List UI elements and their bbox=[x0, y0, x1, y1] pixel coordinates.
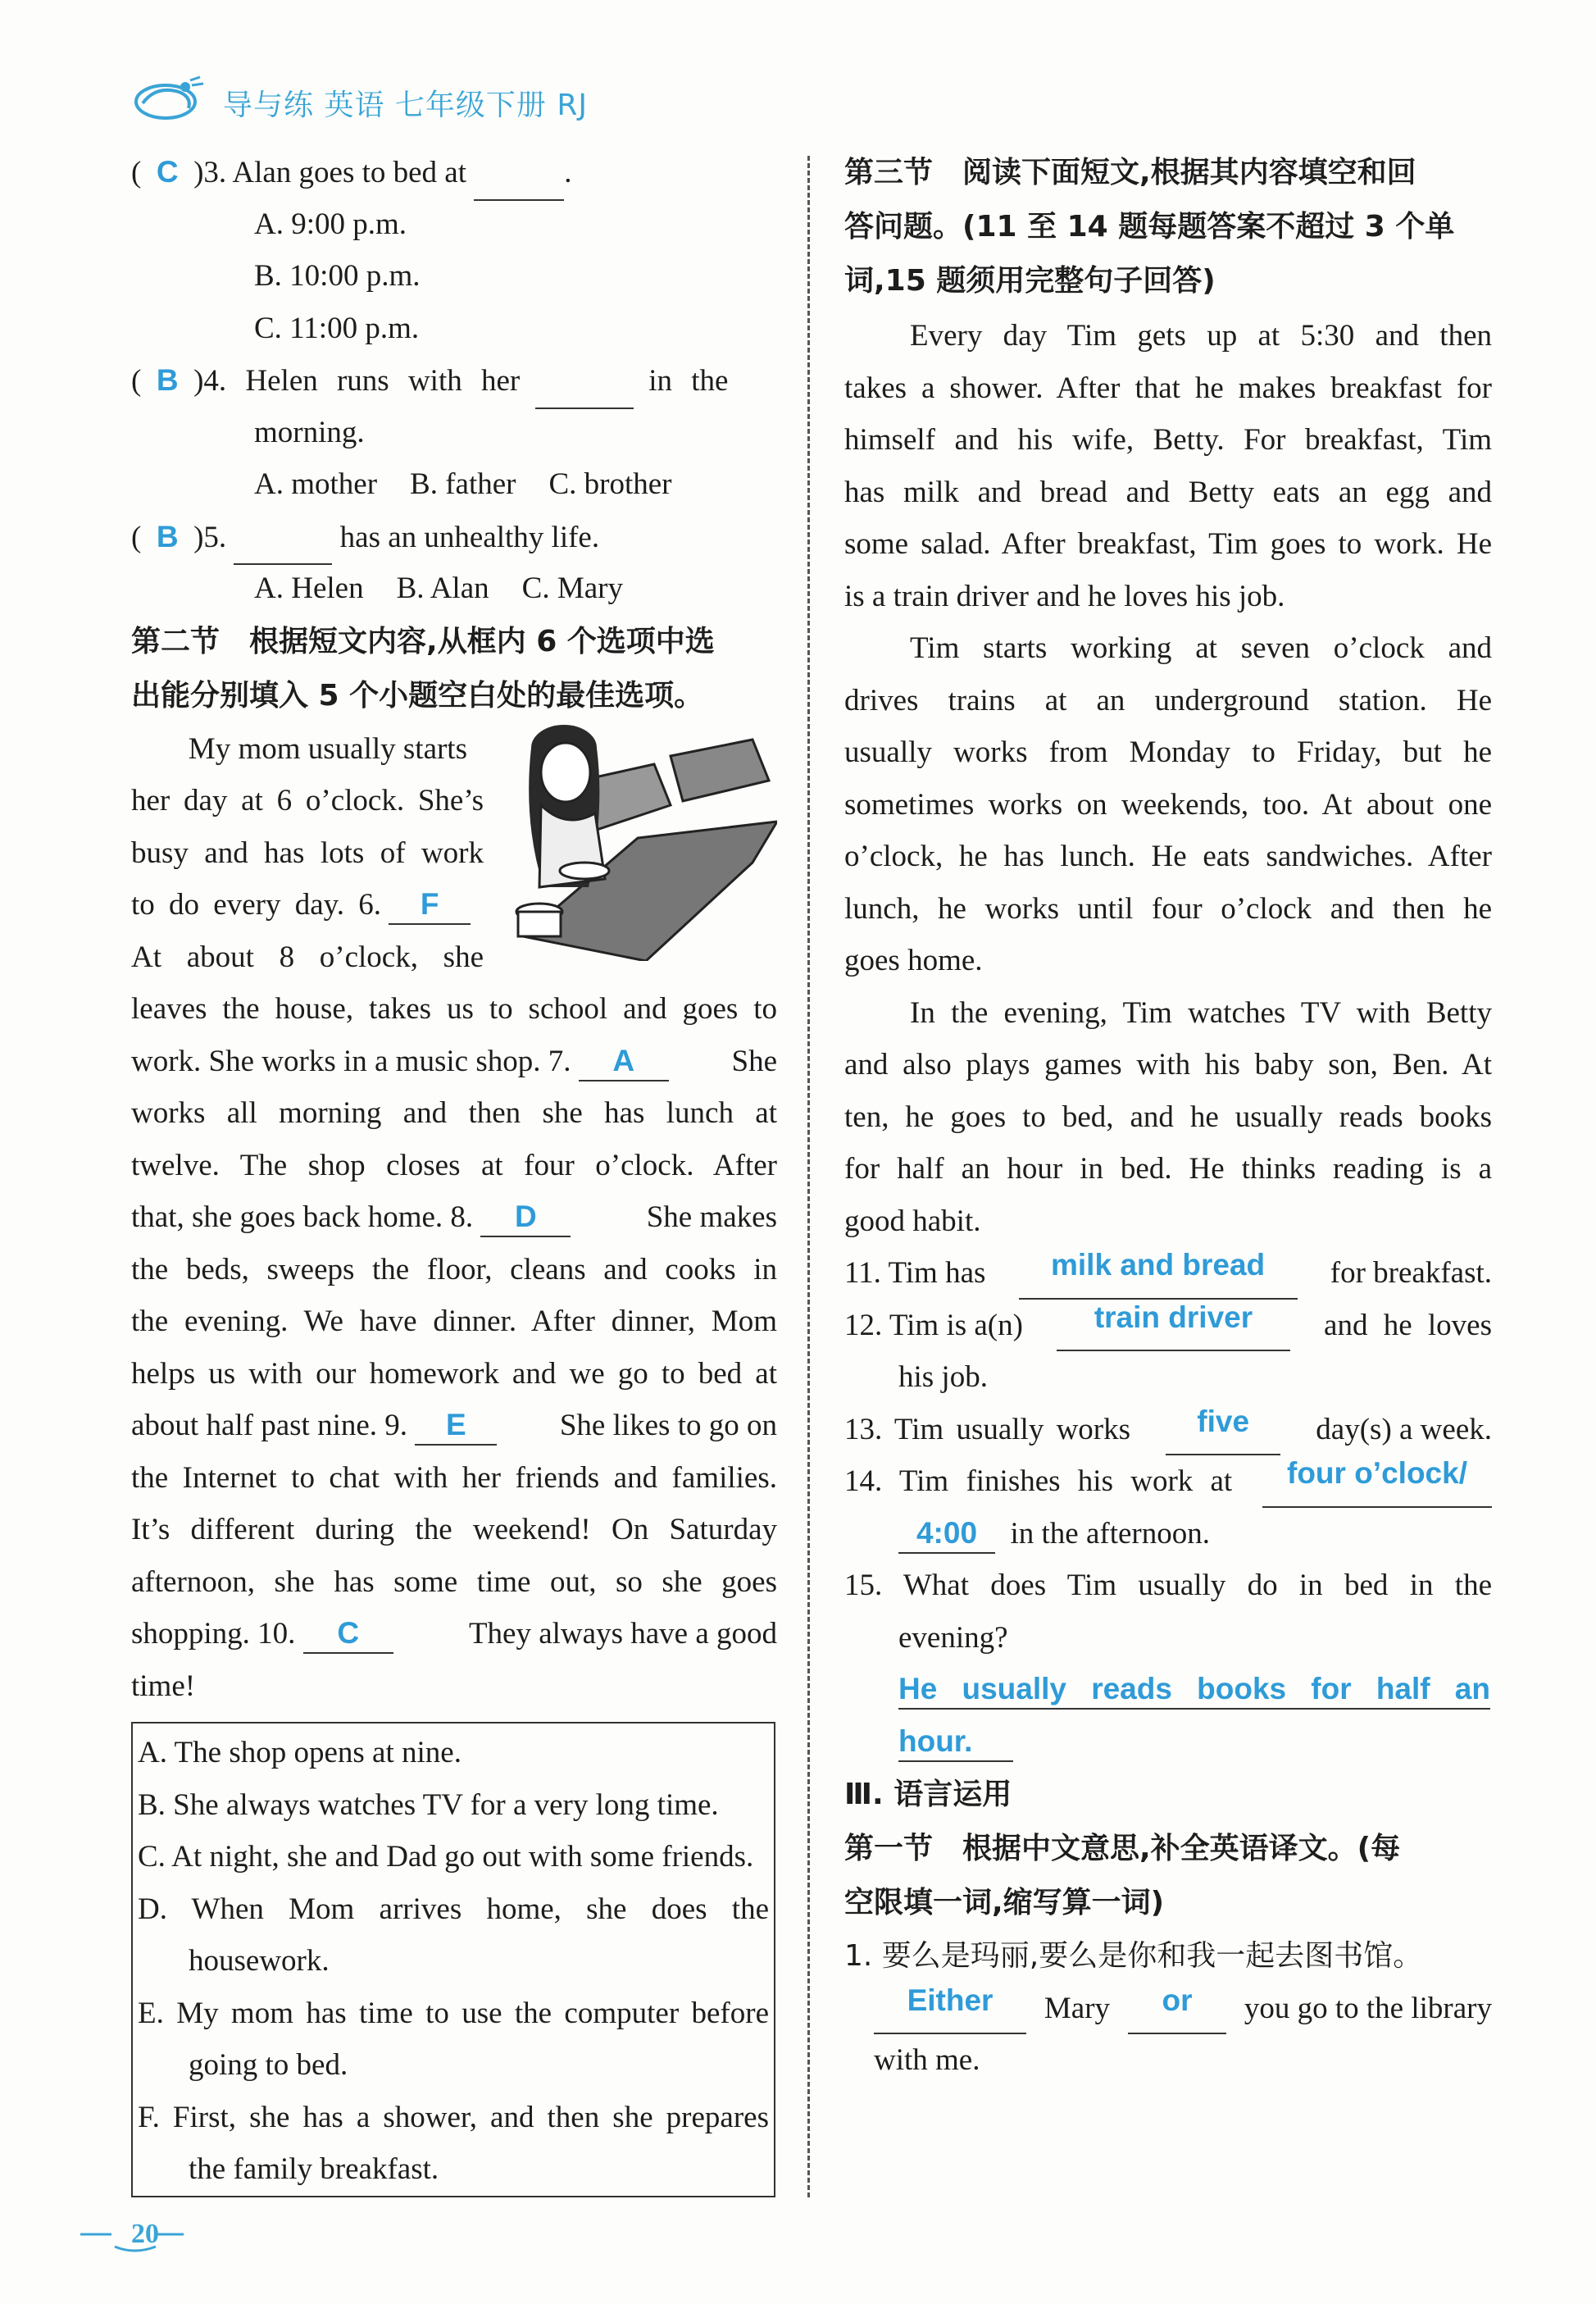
answer-12: train driver bbox=[1094, 1300, 1253, 1334]
answer-3: C bbox=[156, 155, 179, 189]
section-3-heading-line2: 答问题。(11 至 14 题每题答案不超过 3 个单 bbox=[844, 210, 1455, 244]
box-option-e: E. My mom has time to use the computer before bbox=[138, 1996, 769, 2030]
question-12: 12. Tim is a(n) train driver and he loves bbox=[844, 1300, 1492, 1352]
answer-15-line2: hour. bbox=[898, 1723, 973, 1758]
blank-3 bbox=[474, 147, 564, 201]
question-15: 15. What does Tim usually do in bed in the bbox=[844, 1569, 1492, 1602]
answer-e1-2: or bbox=[1162, 1983, 1193, 2017]
option-3c: C. 11:00 p.m. bbox=[254, 311, 420, 345]
box-option-b: B. She always watches TV for a very long time. bbox=[138, 1787, 719, 1822]
page-number: 20 bbox=[131, 2219, 159, 2249]
option-3b: B. 10:00 p.m. bbox=[254, 259, 421, 293]
answer-6: F bbox=[420, 887, 439, 921]
box-option-f: F. First, she has a shower, and then she prepares bbox=[138, 2100, 769, 2134]
options-5: A. Helen B. Alan C. Mary bbox=[254, 571, 623, 605]
option-3a: A. 9:00 p.m. bbox=[254, 207, 407, 241]
question-5: ( B )5. has an unhealthy life. bbox=[131, 511, 777, 563]
answer-10: C bbox=[337, 1616, 360, 1650]
answer-14-part1: four o’clock/ bbox=[1287, 1456, 1467, 1490]
right-column: 第三节 阅读下面短文,根据其内容填空和回 答问题。(11 至 14 题每题答案不超过 3 个单 词,15 题须用完整句子回答) Every day Tim gets up at 5:30 and then takes a shower. After that he makes breakfast for himself and his wife, Betty. For breakfast, Tim has milk and bread and Betty eats an egg and some salad. After breakfast, Tim goes to work. He is a train driver and he loves his job. Tim starts working at seven o’clock and drives trains at an underground station. He usually works from Monday to Friday, but he sometimes works on weekends, too. At about one o’clock, he has lunch. He eats sandwiches. After lunch, he works until four o’clock and then he goes home. In the evening, Tim watches TV with Betty and also plays games with his baby son, Ben. At ten, he goes to bed, and he usually reads books for half an hour in bed. He thinks reading is a good habit. 11. Tim has milk and bread for breakfast. 12. Tim is a(n) train driver and he loves his job. 13. Tim usually works five day(s) a week. 14. Tim finishes his work at four o’clock/ 4:00 in the afternoon. 15. What does Tim usually do in bed in the evening? He usually reads books for half an hour. Ⅲ. 语言运用 第一节 根据中文意思,补全英语译文。(每 空限填一词,缩写算一词) 1. 要么是玛丽,要么是你和我一起去图书馆。 Either Mary or you go to the library with me. bbox=[844, 146, 1492, 2087]
options-4: A. mother B. father C. brother bbox=[254, 467, 672, 501]
question-11: 11. Tim has milk and bread for breakfast. bbox=[844, 1247, 1492, 1300]
box-option-a: A. The shop opens at nine. bbox=[138, 1736, 462, 1769]
exercise-1-chinese: 1. 要么是玛丽,要么是你和我一起去图书馆。 bbox=[844, 1939, 1423, 1973]
answer-7: A bbox=[612, 1043, 635, 1077]
answer-11: milk and bread bbox=[1051, 1248, 1266, 1282]
options-box: A. The shop opens at nine. B. She always watches TV for a very long time. C. At night, she and Dad go out with some friends. D. When Mom arrives home, she does the housework. E. My mom has time to use the computer before going to bed. F. First, she has a shower, and then she prepares the family breakfast. bbox=[131, 1722, 775, 2197]
passage-2: My mom usually starts her day at 6 o’clock. She’s busy and has lots of work to do every day. 6. F At about 8 o’clock, she leaves the house, takes us to school and goes to work. She works in a music shop. 7. A She works all morning and then she has lunch at twelve. The shop closes at four o’clock. After that, she goes back home. 8. D She makes the beds, sweeps the floor, cleans and cooks in the evening. We have dinner. After dinner, Mom helps us with our homework and we go to bed at about half past nine. 9. E She likes to go on the Internet to chat with her friends and families. It’s different during the weekend! On Saturday afternoon, she has some time out, so she goes shopping. 10. C They always have a good time! bbox=[131, 723, 777, 1713]
answer-9: E bbox=[445, 1408, 466, 1441]
section-2-heading-line2: 出能分别填入 5 个小题空白处的最佳选项。 bbox=[131, 678, 704, 713]
box-option-d: D. When Mom arrives home, she does the bbox=[138, 1892, 769, 1926]
question-14: 14. Tim finishes his work at four o’clock/ bbox=[844, 1455, 1492, 1508]
left-column: ( C )3. Alan goes to bed at . A. 9:00 p.m. B. 10:00 p.m. C. 11:00 p.m. ( B )4. Helen runs with her in the morning. A. mother B. father C. brother ( B )5. has an unhealthy life. A. Helen B. Alan C. Mary 第二节 根据短文内容,从框内 6 个选项中选 出能分别填入 5 个小题空白处的最佳选项。 My mom usually starts her day at 6 o’clock. She’s busy and has lots of work to do every day. 6. F At about 8 o’clock, she leaves the house, takes us to school and goes to work. She works in a music shop. 7. A She works all morning and then she has lunch at twelve. The shop closes at four o’clock. After that, she goes back home. 8. D She makes the beds, sweeps the floor, cleans and cooks in the evening. We have dinner. After dinner, Mom helps us with our homework and we go to bed at about half past nine. 9. E She likes to go on the Internet to chat with her friends and families. It’s different during the weekend! On Saturday afternoon, she has some time out, so she goes shopping. 10. C They always have a good time! A. The shop opens at nine. B. She always watches TV for a very long time. C. At night, she and Dad go out with some friends. D. When Mom arrives home, she does the housework. E. My mom has time to use the computer before going to bed. F. First, she has a shower, and then she prepares the family breakfast. bbox=[131, 146, 777, 2197]
box-option-c: C. At night, she and Dad go out with some friends. bbox=[138, 1840, 754, 1874]
question-3: ( C )3. Alan goes to bed at . bbox=[131, 146, 777, 198]
answer-14-part2: 4:00 bbox=[916, 1515, 978, 1550]
blank-4 bbox=[535, 355, 634, 409]
section-1-heading-line2: 空限填一词,缩写算一词) bbox=[844, 1886, 1165, 1919]
section-3-heading-line3: 词,15 题须用完整句子回答) bbox=[844, 264, 1216, 298]
answer-e1-1: Either bbox=[907, 1983, 994, 2017]
answer-4: B bbox=[156, 363, 179, 397]
blank-5 bbox=[234, 512, 332, 566]
exercise-1-english: Either Mary or you go to the library bbox=[844, 1983, 1492, 2035]
header-title: 导与练 英语 七年级下册 RJ bbox=[223, 89, 588, 122]
column-divider bbox=[807, 156, 810, 2197]
passage-3: Every day Tim gets up at 5:30 and then takes a shower. After that he makes breakfast for himself and his wife, Betty. For breakfast, Tim has milk and bread and Betty eats an egg and some salad. After breakfast, Tim goes to work. He is a train driver and he loves his job. Tim starts working at seven o’clock and drives trains at an underground station. He usually works from Monday to Friday, but he sometimes works on weekends, too. At about one o’clock, he has lunch. He eats sandwiches. After lunch, he works until four o’clock and then he goes home. In the evening, Tim watches TV with Betty and also plays games with his baby son, Ben. At ten, he goes to bed, and he usually reads books for half an hour in bed. He thinks reading is a good habit. bbox=[844, 319, 1492, 1238]
answer-15-line1: He usually reads books for half an bbox=[898, 1672, 1490, 1705]
question-13: 13. Tim usually works five day(s) a week. bbox=[844, 1404, 1492, 1456]
section-1-heading-line1: 第一节 根据中文意思,补全英语译文。(每 bbox=[844, 1832, 1401, 1865]
part-3-heading: Ⅲ. 语言运用 bbox=[844, 1778, 1012, 1811]
girl-washing-dishes-illustration bbox=[507, 723, 777, 961]
answer-5: B bbox=[156, 519, 179, 553]
answer-8: D bbox=[515, 1200, 537, 1233]
book-logo-icon bbox=[131, 75, 205, 125]
section-3-heading-line1: 第三节 阅读下面短文,根据其内容填空和回 bbox=[844, 156, 1416, 189]
section-2-heading-line1: 第二节 根据短文内容,从框内 6 个选项中选 bbox=[131, 624, 715, 658]
answer-13: five bbox=[1197, 1404, 1250, 1438]
question-4: ( B )4. Helen runs with her in the bbox=[131, 354, 777, 407]
